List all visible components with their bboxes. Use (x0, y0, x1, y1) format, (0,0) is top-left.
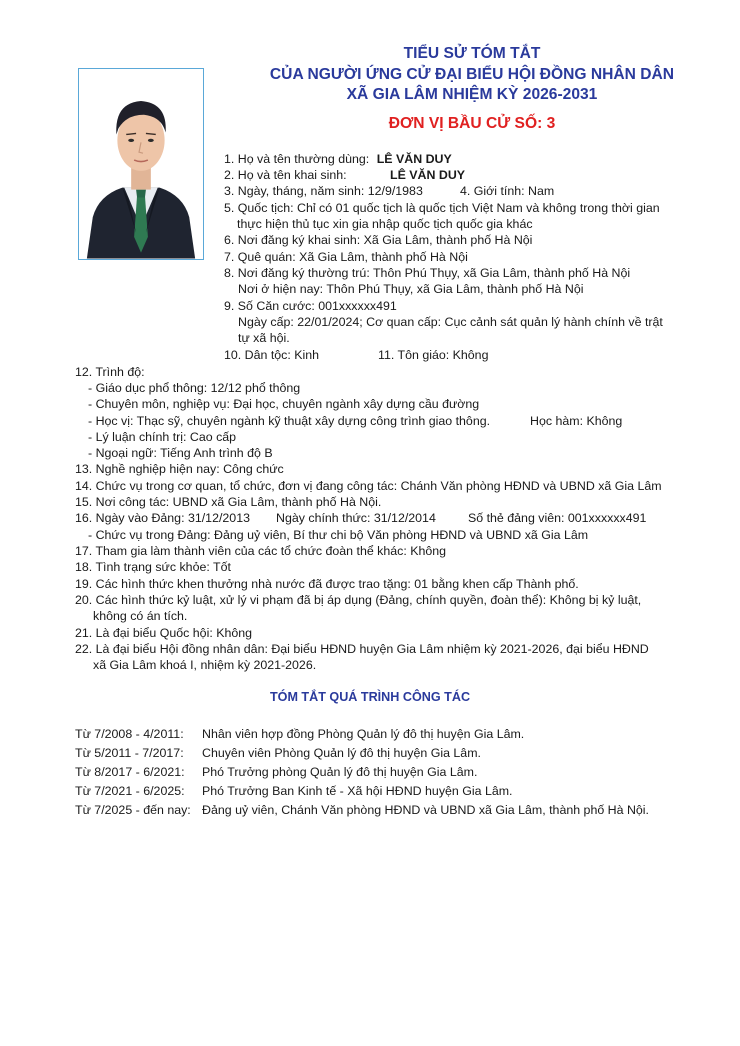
item-22-line-2: xã Gia Lâm khoá I, nhiệm kỳ 2021-2026. (93, 658, 317, 672)
work-history-period: Từ 5/2011 - 7/2017: (75, 746, 184, 760)
header-block (222, 44, 722, 133)
work-history-desc: Phó Trưởng Ban Kinh tế - Xã hội HĐND huyện Gia Lâm. (202, 784, 513, 798)
work-history-desc: Phó Trưởng phòng Quản lý đô thị huyện Gia Lâm. (202, 765, 478, 779)
item-21: 21. Là đại biểu Quốc hội: Không (75, 626, 253, 640)
item-12-specialty: - Chuyên môn, nghiệp vụ: Đại học, chuyên ngành xây dựng cầu đường (88, 397, 480, 411)
item-9-line-2: Ngày cấp: 22/01/2024; Cơ quan cấp: Cục cảnh sát quản lý hành chính về trật (238, 315, 663, 329)
item-12: 12. Trình độ: (75, 365, 145, 379)
item-8-line-1: 8. Nơi đăng ký thường trú: Thôn Phú Thụy, xã Gia Lâm, thành phố Hà Nội (224, 266, 631, 280)
item-1-value: LÊ VĂN DUY (376, 152, 452, 166)
item-10: 10. Dân tộc: Kinh (224, 348, 320, 362)
item-12-education: - Giáo dục phổ thông: 12/12 phổ thông (88, 381, 301, 395)
item-11: 11. Tôn giáo: Không (378, 348, 489, 362)
work-history-period: Từ 8/2017 - 6/2021: (75, 765, 185, 779)
item-5-line-2: thực hiện thủ tục xin gia nhập quốc tịch quốc gia khác (237, 217, 533, 231)
item-12-foreign-language: - Ngoại ngữ: Tiếng Anh trình độ B (88, 446, 273, 460)
item-18: 18. Tình trạng sức khỏe: Tốt (75, 560, 231, 574)
item-2-value: LÊ VĂN DUY (390, 168, 466, 182)
document-term: XÃ GIA LÂM NHIỆM KỲ 2026-2031 (346, 86, 598, 103)
item-2-label: 2. Họ và tên khai sinh: (224, 168, 347, 182)
work-history-period: Từ 7/2008 - 4/2011: (75, 727, 184, 741)
work-history-desc: Nhân viên hợp đồng Phòng Quản lý đô thị huyện Gia Lâm. (202, 727, 525, 741)
item-22-line-1: 22. Là đại biểu Hội đồng nhân dân: Đại biểu HĐND huyện Gia Lâm nhiệm kỳ 2021-2026, đại biểu HĐND (75, 642, 649, 656)
item-16-member-card: Số thẻ đảng viên: 001xxxxxx491 (468, 511, 647, 525)
item-1-label: 1. Họ và tên thường dùng: (224, 152, 370, 166)
item-5-line-1: 5. Quốc tịch: Chỉ có 01 quốc tịch là quốc tịch Việt Nam và không trong thời gian (224, 201, 660, 215)
item-7: 7. Quê quán: Xã Gia Lâm, thành phố Hà Nội (224, 250, 468, 264)
item-6: 6. Nơi đăng ký khai sinh: Xã Gia Lâm, thành phố Hà Nội (224, 233, 533, 247)
item-13: 13. Nghề nghiệp hiện nay: Công chức (75, 462, 284, 476)
item-12-degree: - Học vị: Thạc sỹ, chuyên ngành kỹ thuật xây dựng công trình giao thông. (88, 414, 491, 428)
item-1 (224, 151, 452, 167)
item-20-line-2: không có án tích. (93, 609, 188, 623)
work-history-period: Từ 7/2021 - 6/2025: (75, 784, 185, 798)
work-history-period: Từ 7/2025 - đến nay: (75, 803, 191, 817)
work-history-title: TÓM TẮT QUÁ TRÌNH CÔNG TÁC (269, 690, 471, 704)
item-2 (224, 167, 347, 183)
item-14: 14. Chức vụ trong cơ quan, tổ chức, đơn vị đang công tác: Chánh Văn phòng HĐND và UBND xã Gia Lâm (75, 479, 662, 493)
item-3: 3. Ngày, tháng, năm sinh: 12/9/1983 (224, 184, 423, 198)
item-4: 4. Giới tính: Nam (460, 184, 555, 198)
item-17: 17. Tham gia làm thành viên của các tổ chức đoàn thể khác: Không (75, 544, 447, 558)
item-20-line-1: 20. Các hình thức kỷ luật, xử lý vi phạm đã bị áp dụng (Đảng, chính quyền, đoàn thể): Không bị kỷ luật, (75, 593, 642, 607)
item-9-line-1: 9. Số Căn cước: 001xxxxxx491 (224, 299, 397, 313)
work-history-desc: Đảng uỷ viên, Chánh Văn phòng HĐND và UBND xã Gia Lâm, thành phố Hà Nội. (202, 803, 649, 817)
item-8-line-2: Nơi ở hiện nay: Thôn Phú Thụy, xã Gia Lâm, thành phố Hà Nội (238, 282, 584, 296)
item-9-line-3: tự xã hội. (238, 331, 290, 345)
item-16-join-date: 16. Ngày vào Đảng: 31/12/2013 (75, 511, 250, 525)
item-16-party-position: - Chức vụ trong Đảng: Đảng uỷ viên, Bí thư chi bộ Văn phòng HĐND và UBND xã Gia Lâm (88, 528, 589, 542)
item-19: 19. Các hình thức khen thưởng nhà nước đã được trao tặng: 01 bằng khen cấp Thành phố. (75, 577, 579, 591)
work-history-desc: Chuyên viên Phòng Quản lý đô thị huyện Gia Lâm. (202, 746, 481, 760)
item-12-academic-title: Học hàm: Không (530, 414, 623, 428)
document-title: TIỂU SỬ TÓM TẮT (403, 45, 541, 62)
item-16-official-date: Ngày chính thức: 31/12/2014 (276, 511, 436, 525)
item-12-political-theory: - Lý luận chính trị: Cao cấp (88, 430, 237, 444)
document-subtitle: CỦA NGƯỜI ỨNG CỬ ĐẠI BIỂU HỘI ĐỒNG NHÂN DÂN (269, 65, 675, 83)
election-unit: ĐƠN VỊ BẦU CỬ SỐ: 3 (388, 114, 556, 132)
item-15: 15. Nơi công tác: UBND xã Gia Lâm, thành phố Hà Nội. (75, 495, 382, 509)
candidate-photo (78, 68, 204, 260)
